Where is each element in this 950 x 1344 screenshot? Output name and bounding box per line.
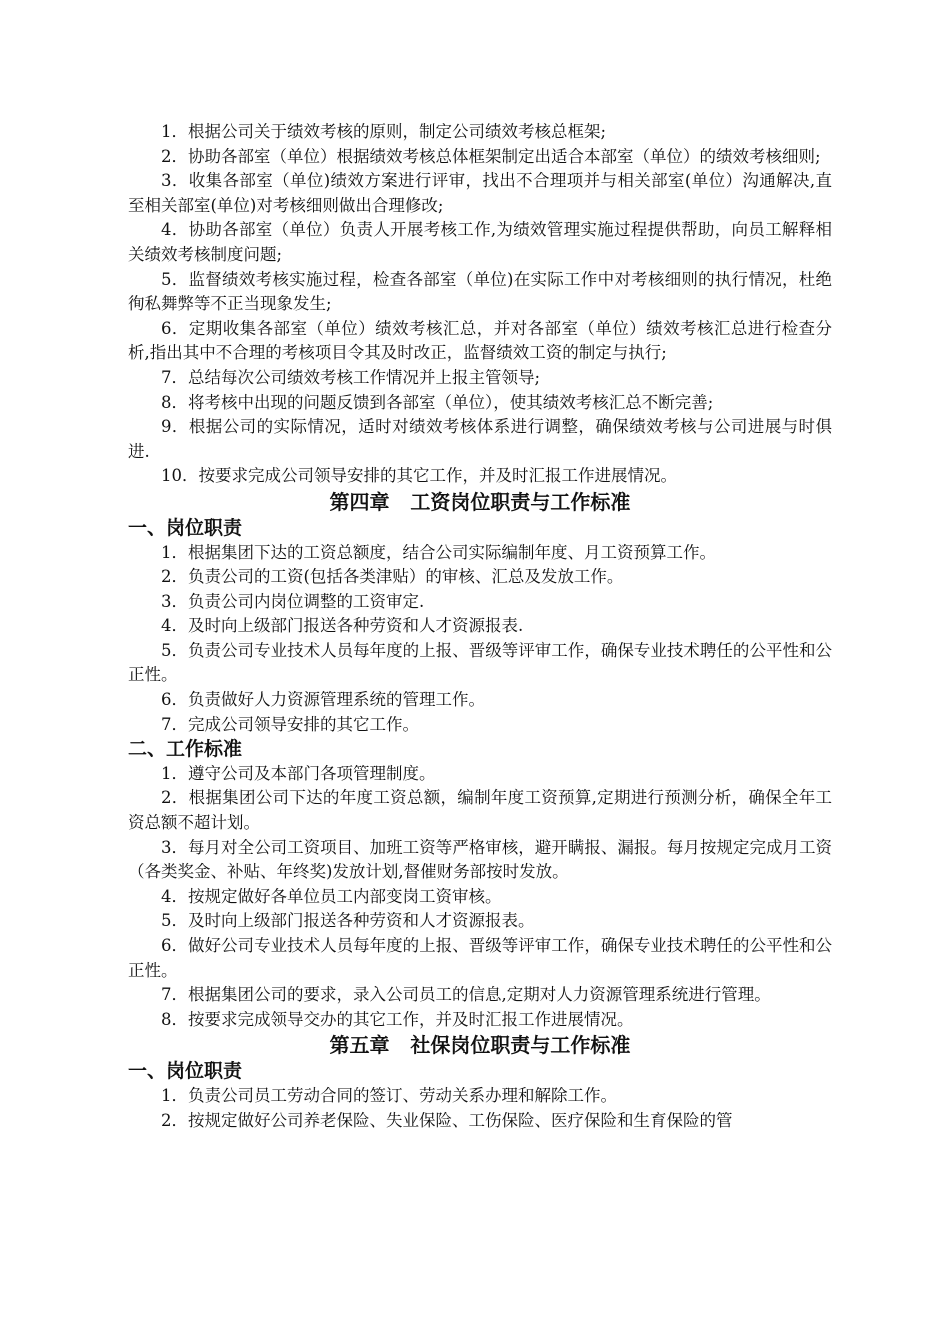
list-item: 10．按要求完成公司领导安排的其它工作，并及时汇报工作进展情况。 bbox=[161, 466, 677, 486]
list-item: 1．遵守公司及本部门各项管理制度。 bbox=[161, 763, 436, 783]
list-item: 2．负责公司的工资(包括各类津贴）的审核、汇总及发放工作。 bbox=[161, 567, 624, 587]
list-item: 2．协助各部室（单位）根据绩效考核总体框架制定出适合本部室（单位）的绩效考核细则; bbox=[161, 146, 821, 166]
list-item: 2．按规定做好公司养老保险、失业保险、工伤保险、医疗保险和生育保险的管 bbox=[161, 1110, 733, 1130]
list-item: 6．负责做好人力资源管理系统的管理工作。 bbox=[161, 690, 485, 710]
list-item: 3．负责公司内岗位调整的工资审定. bbox=[161, 591, 425, 611]
list-item: 3．收集各部室（单位)绩效方案进行评审，找出不合理项并与相关部室(单位）沟通解决,直至相关部室(单位)对考核细则做出合理修改; bbox=[128, 171, 832, 215]
list-item: 6．做好公司专业技术人员每年度的上报、晋级等评审工作，确保专业技术聘任的公平性和公正性。 bbox=[128, 936, 832, 980]
list-item: 6．定期收集各部室（单位）绩效考核汇总，并对各部室（单位）绩效考核汇总进行检查分析,指出其中不合理的考核项目令其及时改正，监督绩效工资的制定与执行; bbox=[128, 318, 832, 363]
list-item: 7．完成公司领导安排的其它工作。 bbox=[161, 714, 419, 734]
list-item: 9．根据公司的实际情况，适时对绩效考核体系进行调整，确保绩效考核与公司进展与时俱进. bbox=[128, 417, 832, 461]
chapter-title: 第五章 社保岗位职责与工作标准 bbox=[329, 1033, 631, 1058]
list-item: 5．监督绩效考核实施过程，检查各部室（单位)在实际工作中对考核细则的执行情况，杜绝徇私舞弊等不正当现象发生; bbox=[128, 269, 832, 314]
list-item: 5．负责公司专业技术人员每年度的上报、晋级等评审工作，确保专业技术聘任的公平性和公正性。 bbox=[128, 640, 832, 685]
section-heading: 二、工作标准 bbox=[128, 738, 243, 761]
list-item: 8．按要求完成领导交办的其它工作，并及时汇报工作进展情况。 bbox=[161, 1009, 634, 1029]
list-item: 1．根据公司关于绩效考核的原则，制定公司绩效考核总框架; bbox=[161, 122, 607, 141]
document-page bbox=[128, 120, 832, 1133]
list-item: 3．每月对全公司工资项目、加班工资等严格审核，避开瞒报、漏报。每月按规定完成月工资（各类奖金、补贴、年终奖)发放计划,督催财务部按时发放。 bbox=[128, 837, 832, 882]
section-performance-duties bbox=[128, 120, 832, 489]
section-social-security-duties bbox=[128, 1059, 832, 1133]
list-item: 2．根据集团公司下达的年度工资总额，编制年度工资预算,定期进行预测分析，确保全年工资总额不超计划。 bbox=[128, 788, 832, 833]
section-salary-standards bbox=[128, 737, 832, 1032]
list-item: 7．总结每次公司绩效考核工作情况并上报主管领导; bbox=[161, 367, 541, 387]
section-heading: 一、岗位职责 bbox=[128, 516, 243, 539]
section-salary-duties bbox=[128, 516, 832, 737]
list-item: 1．负责公司员工劳动合同的签订、劳动关系办理和解除工作。 bbox=[161, 1085, 617, 1105]
list-item: 7．根据集团公司的要求，录入公司员工的信息,定期对人力资源管理系统进行管理。 bbox=[161, 985, 771, 1005]
list-item: 1．根据集团下达的工资总额度，结合公司实际编制年度、月工资预算工作。 bbox=[161, 542, 716, 562]
list-item: 5．及时向上级部门报送各种劳资和人才资源报表。 bbox=[161, 911, 535, 931]
list-item: 4．及时向上级部门报送各种劳资和人才资源报表. bbox=[161, 616, 524, 636]
list-item: 4．按规定做好各单位员工内部变岗工资审核。 bbox=[161, 886, 502, 906]
list-item: 8．将考核中出现的问题反馈到各部室（单位），使其绩效考核汇总不断完善; bbox=[161, 392, 714, 412]
chapter-title: 第四章 工资岗位职责与工作标准 bbox=[329, 489, 631, 514]
section-heading: 一、岗位职责 bbox=[128, 1060, 243, 1083]
list-item: 4．协助各部室（单位）负责人开展考核工作,为绩效管理实施过程提供帮助，向员工解释相关绩效考核制度问题; bbox=[128, 220, 832, 264]
